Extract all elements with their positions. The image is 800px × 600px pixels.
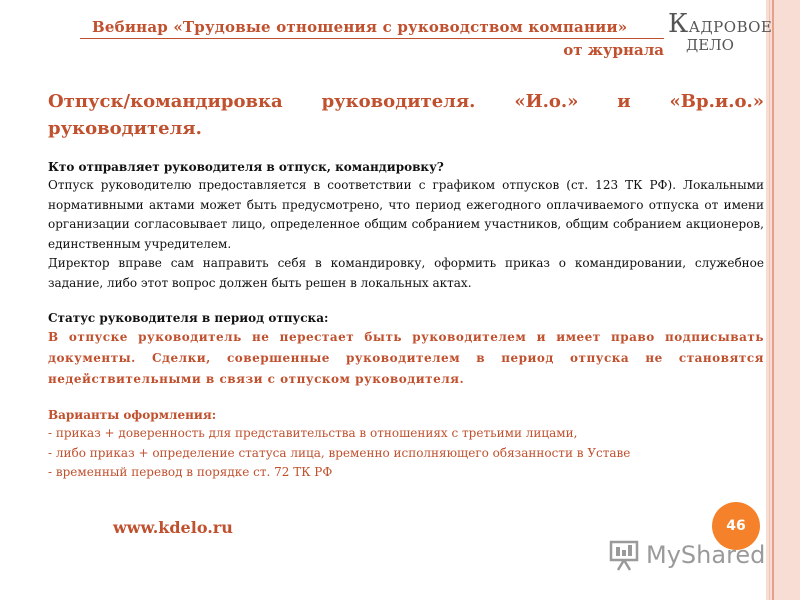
- watermark-text: MyShared: [646, 541, 766, 569]
- list-item: - приказ + доверенность для представительства в отношениях с третьими лицами,: [48, 426, 578, 440]
- section-heading-status: Статус руководителя в период отпуска:: [48, 311, 329, 325]
- webinar-subtitle: от журнала: [563, 41, 664, 59]
- logo-initial: К: [668, 9, 689, 39]
- slide-content: [48, 88, 764, 483]
- logo-line-1-rest: АДРОВОЕ: [688, 18, 773, 36]
- logo-line-1: [668, 9, 773, 39]
- section-heading-options: Варианты оформления:: [48, 408, 217, 422]
- paragraph-vacation-schedule: Отпуск руководителю предоставляется в соответствии с графиком отпусков (ст. 123 ТК РФ). Локальными нормативными актами может быть предусмотрено, что период ежегодного оплачиваемого отпуска от имени организации согласовывает лицо, определенное общим собранием участников, общим собранием акционеров, единственным учредителем.: [48, 178, 764, 251]
- webinar-title: Вебинар «Трудовые отношения с руководством компании»: [80, 18, 664, 39]
- paragraph-business-trip: Директор вправе сам направить себя в командировку, оформить приказ о командировании, служебное задание, либо этот вопрос должен быть решен в локальных актах.: [48, 256, 764, 290]
- slide-title: Отпуск/командировка руководителя. «И.о.» и «Вр.и.о.» руководителя.: [48, 91, 764, 139]
- paragraph-status: В отпуске руководитель не перестает быть руководителем и имеет право подписывать документы. Сделки, совершенные руководителем в период отпуска не становятся недействительными в связи с отпуском руководителя.: [48, 330, 764, 386]
- presentation-board-icon: [608, 538, 642, 572]
- slide-header: [80, 18, 664, 59]
- list-item: - временный перевод в порядке ст. 72 ТК РФ: [48, 465, 333, 479]
- decorative-side-line-thin: [769, 0, 770, 600]
- myshared-watermark: [608, 538, 765, 572]
- kadrovoe-delo-logo: [668, 9, 773, 62]
- list-item: - либо приказ + определение статуса лица, временно исполняющего обязанности в Уставе: [48, 445, 631, 460]
- website-link[interactable]: www.kdelo.ru: [113, 518, 233, 537]
- page-number-badge: 46: [712, 502, 760, 550]
- decorative-side-line: [772, 0, 774, 600]
- section-heading-who-sends: Кто отправляет руководителя в отпуск, командировку?: [48, 160, 444, 174]
- logo-line-2: ДЕЛО: [686, 36, 734, 54]
